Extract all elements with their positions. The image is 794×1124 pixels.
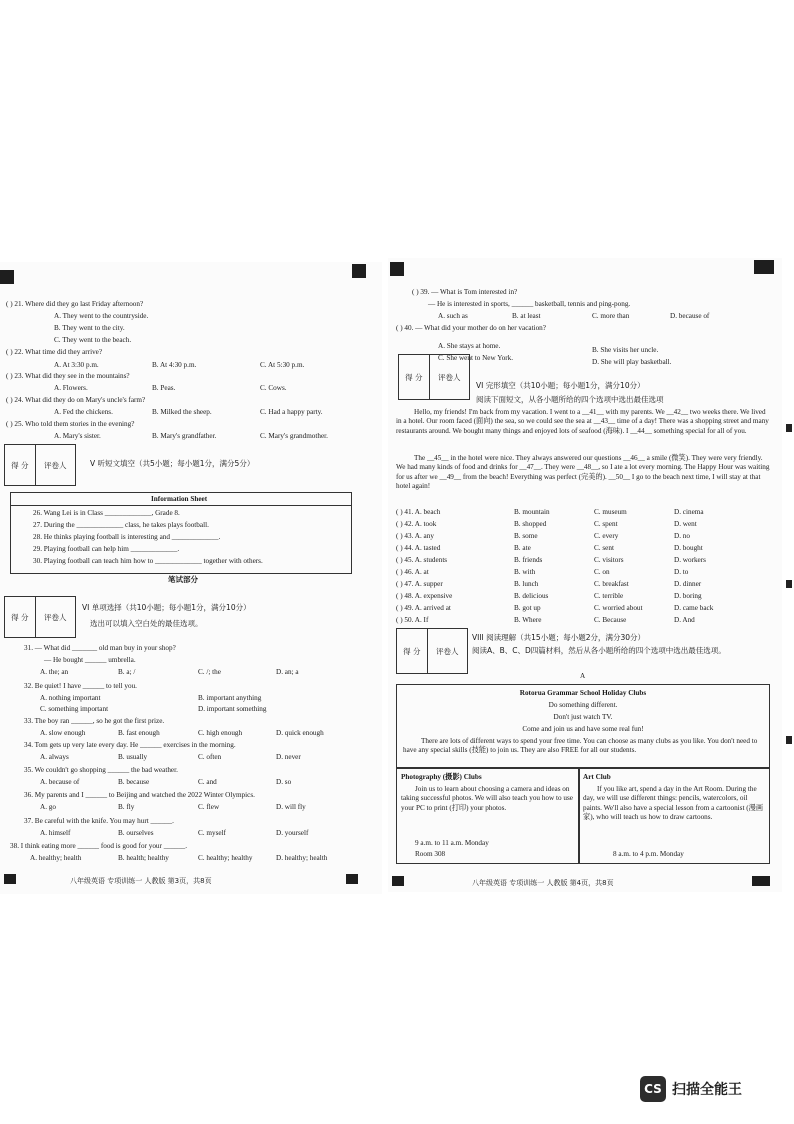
exam-page-right <box>388 258 782 892</box>
ad-line: Come and join us and have some real fun! <box>522 725 644 733</box>
option: B. Peas. <box>152 384 176 392</box>
ad-body: There are lots of different ways to spend your free time. You can choose as many clubs as you like. You don't need to have any special skills (技能) to join us. They are also FREE for all our students. <box>403 737 758 755</box>
option: C. She went to New York. <box>438 354 514 362</box>
option: D. an; a <box>276 668 299 676</box>
option: A. Fed the chickens. <box>54 408 113 416</box>
option: A. go <box>40 803 56 811</box>
score-box <box>4 444 76 486</box>
question-39-line2: — He is interested in sports, ______ basketball, tennis and ping-pong. <box>428 300 631 308</box>
section-instruction: 选出可以填入空白处的最佳选项。 <box>90 619 203 628</box>
option: C. /; the <box>198 668 221 676</box>
option: C. and <box>198 778 217 786</box>
info-line: 30. Playing football can teach him how to _____________ together with others. <box>33 557 263 565</box>
question-31-line2: — He bought ______ umbrella. <box>44 656 136 664</box>
score-box <box>396 628 468 674</box>
registration-mark <box>346 874 358 884</box>
option: B. a; / <box>118 668 136 676</box>
info-line: 28. He thinks playing football is interesting and _____________. <box>33 533 221 541</box>
option: A. nothing important <box>40 694 101 702</box>
section-heading: VI 完形填空（共10小题；每小题1分，满分10分） <box>476 381 645 390</box>
option: B. ate <box>514 544 531 552</box>
option: C. high enough <box>198 729 243 737</box>
exam-page-left <box>0 262 382 894</box>
option: D. important something <box>198 705 267 713</box>
score-box <box>4 596 76 638</box>
option: A. At 3:30 p.m. <box>54 361 99 369</box>
option: B. some <box>514 532 538 540</box>
question-24: ( ) 24. What did they do on Mary's uncle's farm? <box>6 396 146 404</box>
question-31: 31. — What did _______ old man buy in your shop? <box>24 644 176 652</box>
registration-mark <box>392 876 404 886</box>
cloze-question: ( ) 44. A. tasted <box>396 544 441 552</box>
page-footer: 八年级英语 专项训练一 人教版 第4页，共8页 <box>472 879 614 887</box>
cloze-question: ( ) 47. A. supper <box>396 580 443 588</box>
question-36: 36. My parents and I ______ to Beijing and watched the 2022 Winter Olympics. <box>24 791 255 799</box>
option: B. delicious <box>514 592 549 600</box>
option: A. himself <box>40 829 71 837</box>
option: C. healthy; healthy <box>198 854 253 862</box>
option: B. at least <box>512 312 541 320</box>
option: B. They went to the city. <box>54 324 125 332</box>
cloze-question: ( ) 42. A. took <box>396 520 437 528</box>
option: C. spent <box>594 520 618 528</box>
option: C. Had a happy party. <box>260 408 323 416</box>
option: C. sent <box>594 544 614 552</box>
watermark-text: 扫描全能王 <box>672 1082 742 1098</box>
score-label: 得 分 <box>5 597 36 637</box>
score-box <box>398 354 470 400</box>
info-line: 29. Playing football can help him _____________. <box>33 545 180 553</box>
grader-label: 评卷人 <box>44 612 67 622</box>
option: C. often <box>198 753 222 761</box>
option: C. flew <box>198 803 220 811</box>
question-37: 37. Be careful with the knife. You may hurt ______. <box>24 817 174 825</box>
option: D. because of <box>670 312 710 320</box>
art-time: 8 a.m. to 4 p.m. Monday <box>613 850 684 858</box>
option: D. workers <box>674 556 706 564</box>
option: C. something important <box>40 705 109 713</box>
option: B. lunch <box>514 580 539 588</box>
grader-label: 评卷人 <box>438 372 461 382</box>
option: B. Milked the sheep. <box>152 408 212 416</box>
option: C. At 5:30 p.m. <box>260 361 305 369</box>
option: A. the; an <box>40 668 69 676</box>
cloze-question: ( ) 46. A. at <box>396 568 429 576</box>
question-22: ( ) 22. What time did they arrive? <box>6 348 103 356</box>
option: C. more than <box>592 312 630 320</box>
option: D. dinner <box>674 580 702 588</box>
question-38: 38. I think eating more ______ food is good for your ______. <box>10 842 188 850</box>
registration-mark <box>4 874 16 884</box>
question-35: 35. We couldn't go shopping ______ the bad weather. <box>24 766 178 774</box>
score-label: 得 分 <box>5 445 36 485</box>
option: A. such as <box>438 312 468 320</box>
section-instruction: 阅读下面短文，从各小题所给的四个选项中选出最佳选项 <box>476 395 664 404</box>
cloze-question: ( ) 48. A. expensive <box>396 592 453 600</box>
option: D. never <box>276 753 301 761</box>
option: D. She will play basketball. <box>592 358 672 366</box>
option: B. usually <box>118 753 148 761</box>
option: D. cinema <box>674 508 704 516</box>
option: B. because <box>118 778 150 786</box>
option: D. no <box>674 532 690 540</box>
section-heading: VIII 阅读理解（共15小题；每小题2分，满分30分） <box>472 633 646 642</box>
art-title: Art Club <box>583 773 611 781</box>
ad-title: Rotorua Grammar School Holiday Clubs <box>519 689 647 697</box>
option: D. came back <box>674 604 714 612</box>
passage-label: A <box>580 672 586 680</box>
cloze-passage: The __45__ in the hotel were nice. They always answered our questions __46__ a smile (微笑). They were very friendly. We had many kinds of food and drinks for __47__. They were __48__, so I ate a lot every morning. The Happy Hour was waiting for us after we __49__ from the beach! Everything was perfect (完美的). __50__ I go to the beach next time, I will stay at that hotel again! <box>396 454 770 491</box>
section-heading: V 听短文填空（共5小题；每小题1分，满分5分） <box>90 459 255 468</box>
option: B. At 4:30 p.m. <box>152 361 197 369</box>
question-25: ( ) 25. Who told them stories in the evening? <box>6 420 135 428</box>
photo-title: Photography (摄影) Clubs <box>401 773 482 781</box>
option: D. so <box>276 778 292 786</box>
ad-line: Do something different. <box>548 701 618 709</box>
option: C. visitors <box>594 556 624 564</box>
question-40: ( ) 40. — What did your mother do on her vacation? <box>396 324 546 332</box>
option: A. She stays at home. <box>438 342 501 350</box>
cloze-question: ( ) 50. A. If <box>396 616 429 624</box>
cloze-question: ( ) 41. A. beach <box>396 508 441 516</box>
option: D. And <box>674 616 695 624</box>
edge-mark <box>786 736 792 744</box>
option: B. fly <box>118 803 135 811</box>
photo-time: 9 a.m. to 11 a.m. Monday <box>415 839 489 847</box>
option: B. fast enough <box>118 729 160 737</box>
option: A. slow enough <box>40 729 86 737</box>
option: D. yourself <box>276 829 309 837</box>
info-line: 27. During the _____________ class, he takes plays football. <box>33 521 209 529</box>
grader-label: 评卷人 <box>44 460 67 470</box>
option: C. on <box>594 568 610 576</box>
cloze-question: ( ) 45. A. students <box>396 556 448 564</box>
option: C. worried about <box>594 604 643 612</box>
question-39: ( ) 39. — What is Tom interested in? <box>412 288 518 296</box>
option: D. will fly <box>276 803 306 811</box>
divider <box>11 505 351 506</box>
option: A. They went to the countryside. <box>54 312 149 320</box>
option: C. They went to the beach. <box>54 336 132 344</box>
option: B. got up <box>514 604 541 612</box>
registration-mark <box>0 270 14 284</box>
art-body: If you like art, spend a day in the Art Room. During the day, we will use different things: pencils, watercolors, oil paints. We'll also have a special lesson from a cartoonist (漫画家), who will teach us how to draw cartoons. <box>583 785 764 822</box>
option: C. Cows. <box>260 384 287 392</box>
option: B. shopped <box>514 520 547 528</box>
question-34: 34. Tom gets up very late every day. He ______ exercises in the morning. <box>24 741 236 749</box>
option: C. myself <box>198 829 226 837</box>
option: C. terrible <box>594 592 624 600</box>
camscanner-logo-icon: CS <box>640 1076 666 1102</box>
registration-mark <box>390 262 404 276</box>
page-footer: 八年级英语 专项训练一 人教版 第3页，共8页 <box>70 877 212 885</box>
option: D. healthy; health <box>276 854 328 862</box>
option: D. quick enough <box>276 729 324 737</box>
cloze-passage: Hello, my friends! I'm back from my vacation. I went to a __41__ with my parents. We __42__ two weeks there. We lived in a hotel. Our room faced (面向) the sea, so we could see the sea at __43__ time of a day! There was a shopping street and many restaurants around. We bought many things and enjoyed lots of seafood (海味). I __44__ something special for all of you. <box>396 408 769 435</box>
photo-body: Join us to learn about choosing a camera and ideas on taking successful photos. We will also teach you how to use your PC to print (打印) your photos. <box>401 785 573 812</box>
option: D. went <box>674 520 697 528</box>
option: B. Mary's grandfather. <box>152 432 217 440</box>
grader-label: 评卷人 <box>436 646 459 656</box>
edge-mark <box>786 580 792 588</box>
option: C. museum <box>594 508 627 516</box>
option: B. friends <box>514 556 543 564</box>
information-sheet <box>10 492 352 574</box>
option: B. mountain <box>514 508 550 516</box>
section-instruction: 阅读A、B、C、D四篇材料，然后从各小题所给的四个选项中选出最佳选项。 <box>472 646 726 655</box>
section-heading: VI 单项选择（共10小题；每小题1分，满分10分） <box>82 603 251 612</box>
info-title: Information Sheet <box>151 495 208 503</box>
question-33: 33. The boy ran ______, so he got the first prize. <box>24 717 165 725</box>
photography-club-box <box>396 768 580 864</box>
option: B. with <box>514 568 536 576</box>
option: A. Flowers. <box>54 384 88 392</box>
cloze-question: ( ) 43. A. any <box>396 532 434 540</box>
cloze-question: ( ) 49. A. arrived at <box>396 604 451 612</box>
score-label: 得 分 <box>397 629 428 673</box>
info-line: 26. Wang Lei is in Class _____________, Grade 8. <box>33 509 180 517</box>
edge-mark <box>786 424 792 432</box>
art-club-box <box>578 768 770 864</box>
scanner-watermark <box>640 1076 742 1102</box>
option: D. bought <box>674 544 703 552</box>
question-23: ( ) 23. What did they see in the mountains? <box>6 372 130 380</box>
option: A. healthy; health <box>30 854 82 862</box>
option: C. every <box>594 532 619 540</box>
written-part-heading: 笔试部分 <box>168 575 198 584</box>
ad-line: Don't just watch TV. <box>553 713 613 721</box>
option: B. She visits her uncle. <box>592 346 659 354</box>
registration-mark <box>752 876 770 886</box>
option: B. important anything <box>198 694 262 702</box>
photo-room: Room 308 <box>415 850 446 858</box>
option: B. health; healthy <box>118 854 169 862</box>
option: B. ourselves <box>118 829 154 837</box>
option: A. Mary's sister. <box>54 432 101 440</box>
question-32: 32. Be quiet! I have ______ to tell you. <box>24 682 137 690</box>
option: D. to <box>674 568 689 576</box>
option: A. always <box>40 753 69 761</box>
option: C. breakfast <box>594 580 629 588</box>
club-advertisement <box>396 684 770 768</box>
option: C. Mary's grandmother. <box>260 432 328 440</box>
registration-mark <box>352 264 366 278</box>
question-21: ( ) 21. Where did they go last Friday afternoon? <box>6 300 144 308</box>
option: A. because of <box>40 778 80 786</box>
option: B. Where <box>514 616 542 624</box>
score-label: 得 分 <box>399 355 430 399</box>
option: D. boring <box>674 592 702 600</box>
registration-mark <box>754 260 774 274</box>
option: C. Because <box>594 616 627 624</box>
